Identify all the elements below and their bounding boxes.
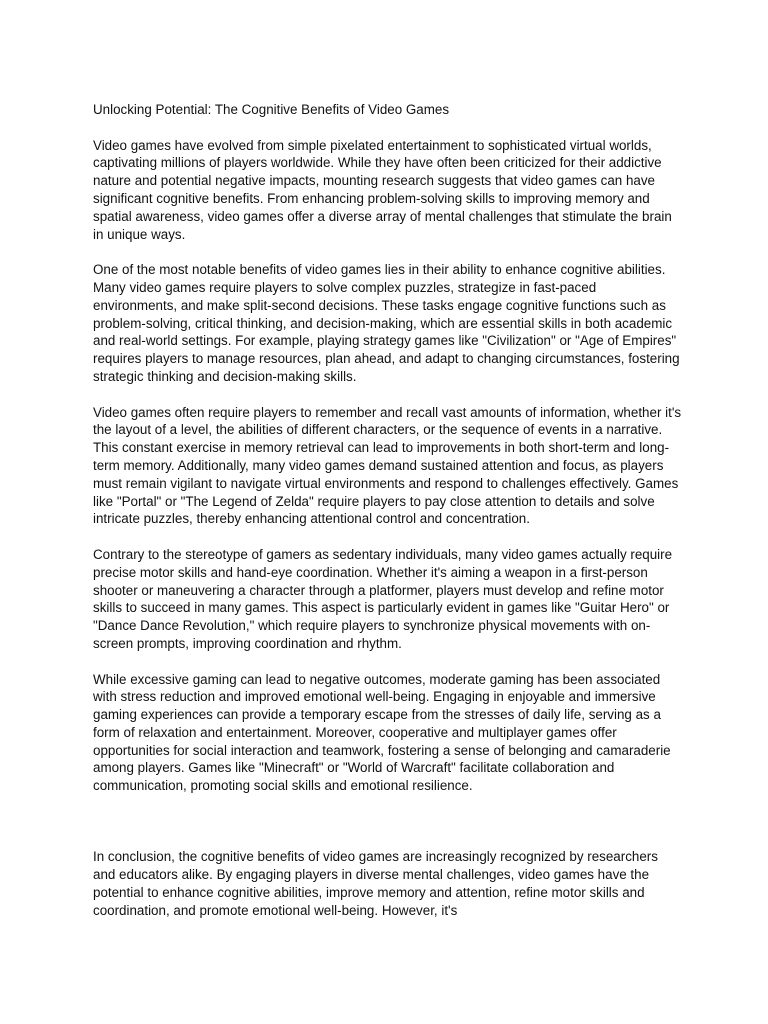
paragraph-emotional-wellbeing: While excessive gaming can lead to negative outcomes, moderate gaming has been associated with stress reduction and improved emotional well-being. Engaging in enjoyable and immersive gaming experiences can provide a temporary escape from the stresses of daily life, serving as a form of relaxation and entertainment. Moreover, cooperative and multiplayer games offer opportunities for social interaction and teamwork, fostering a sense of belonging and camaraderie among players. Games like "Minecraft" or "World of Warcraft" facilitate collaboration and communication, promoting social skills and emotional resilience. — [93, 671, 671, 794]
paragraph-cognitive-abilities: One of the most notable benefits of video games lies in their ability to enhance cognitive abilities. Many video games require players to solve complex puzzles, strategize in fast-paced environments, and make split-second decisions. These tasks engage cognitive functions such as problem-solving, critical thinking, and decision-making, which are essential skills in both academic and real-world settings. For example, playing strategy games like "Civilization" or "Age of Empires" requires players to manage resources, plan ahead, and adapt to changing circumstances, fostering strategic thinking and decision-making skills. — [93, 262, 680, 384]
document-title: Unlocking Potential: The Cognitive Benefits of Video Games — [93, 102, 450, 117]
document-body — [93, 101, 683, 937]
paragraph-memory-attention: Video games often require players to remember and recall vast amounts of information, whether it's the layout of a level, the abilities of different characters, or the sequence of events in a narrative. This constant exercise in memory retrieval can lead to improvements in both short-term and long-term memory. Additionally, many video games demand sustained attention and focus, as players must remain vigilant to navigate virtual environments and respond to challenges effectively. Games like "Portal" or "The Legend of Zelda" require players to pay close attention to details and solve intricate puzzles, thereby enhancing attentional control and concentration. — [93, 404, 682, 527]
paragraph-intro: Video games have evolved from simple pixelated entertainment to sophisticated virtual worlds, captivating millions of players worldwide. While they have often been criticized for their addictive nature and potential negative impacts, mounting research suggests that video games can have significant cognitive benefits. From enhancing problem-solving skills to improving memory and spatial awareness, video games offer a diverse array of mental challenges that stimulate the brain in unique ways. — [93, 137, 672, 242]
paragraph-motor-skills: Contrary to the stereotype of gamers as sedentary individuals, many video games actually require precise motor skills and hand-eye coordination. Whether it's aiming a weapon in a first-person shooter or maneuvering a character through a platformer, players must develop and refine motor skills to succeed in many games. This aspect is particularly evident in games like "Guitar Hero" or "Dance Dance Revolution," which require players to synchronize physical movements with on-screen prompts, improving coordination and rhythm. — [93, 546, 673, 651]
paragraph-conclusion: In conclusion, the cognitive benefits of video games are increasingly recognized by researchers and educators alike. By engaging players in diverse mental challenges, video games have the potential to enhance cognitive abilities, improve memory and attention, refine motor skills and coordination, and promote emotional well-being. However, it's — [93, 849, 658, 918]
